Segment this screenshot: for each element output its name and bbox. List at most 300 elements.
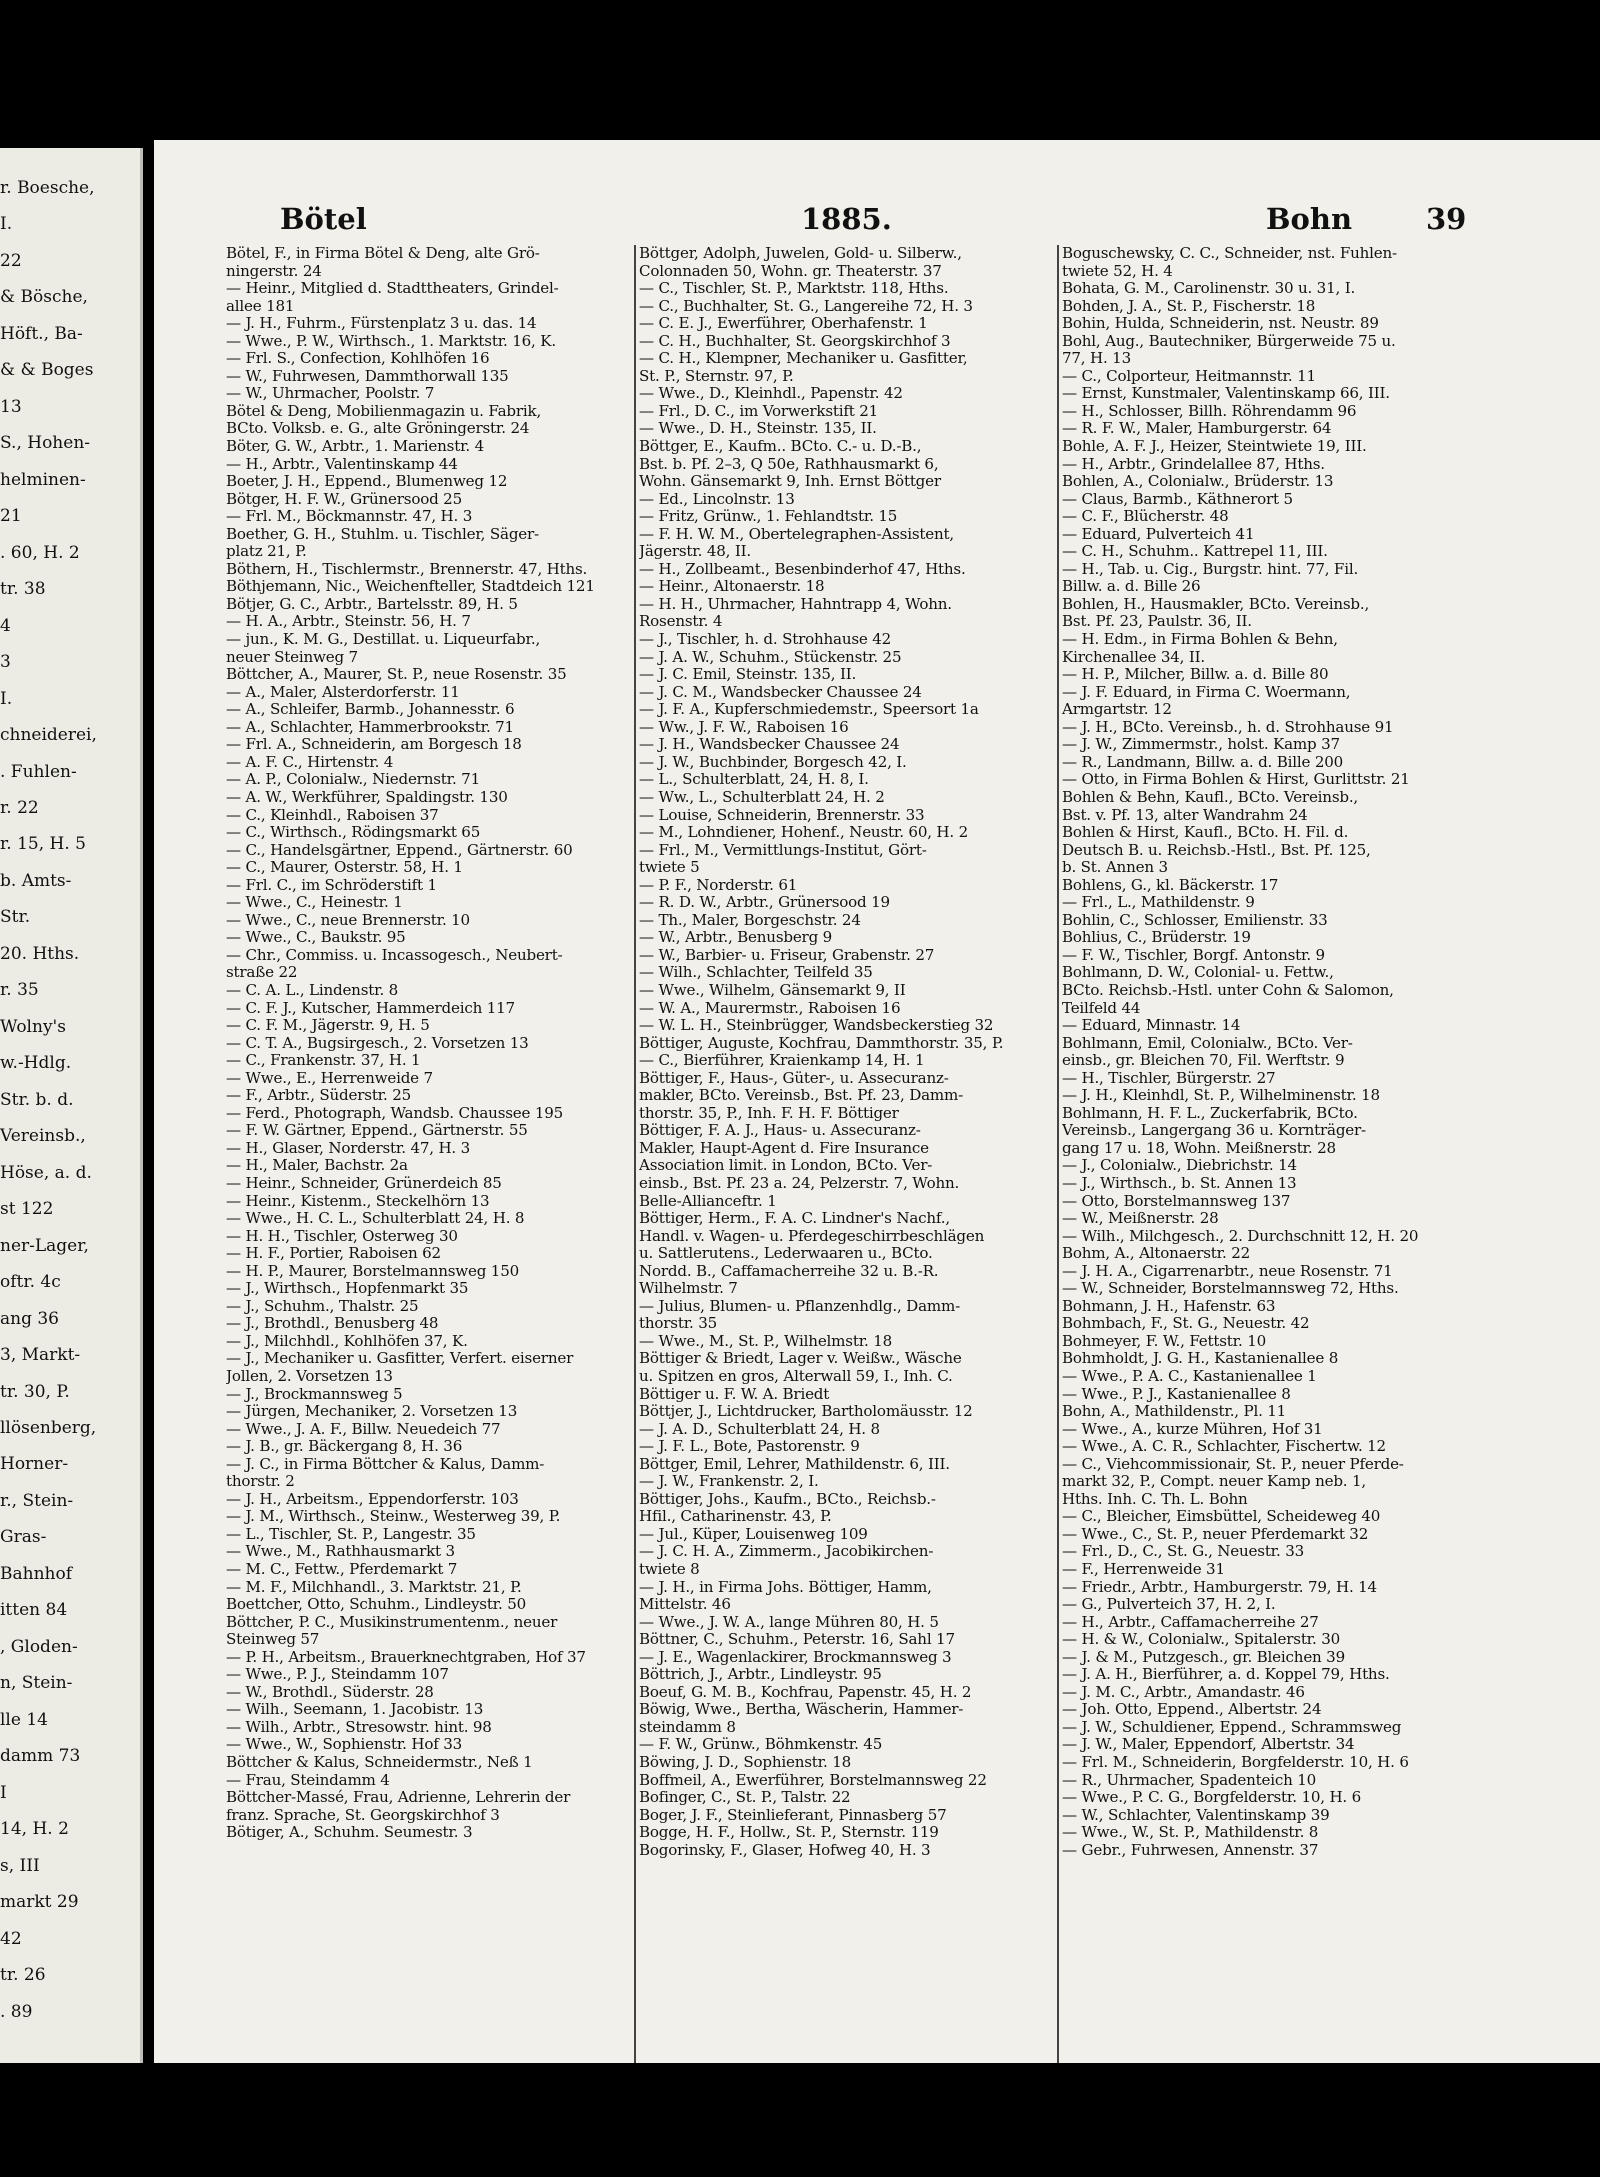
directory-entry: — Heinr., Schneider, Grünerdeich 85	[226, 1174, 502, 1192]
directory-entry: — Gebr., Fuhrwesen, Annenstr. 37	[1062, 1841, 1319, 1859]
directory-entry: — J. H., in Firma Johs. Böttiger, Hamm,	[639, 1578, 932, 1596]
directory-entry: — J., Wirthsch., Hopfenmarkt 35	[226, 1280, 469, 1298]
left-page-text-fragment: markt 29	[0, 1892, 79, 1913]
directory-entry: Steinweg 57	[226, 1631, 320, 1649]
directory-entry: — J. W., Maler, Eppendorf, Albertstr. 34	[1062, 1736, 1355, 1754]
directory-entry: b. St. Annen 3	[1062, 859, 1168, 877]
directory-entry: — J. B., gr. Bäckergang 8, H. 36	[226, 1438, 463, 1456]
directory-entry: Boger, J. F., Steinlieferant, Pinnasberg 57	[639, 1806, 947, 1824]
directory-entry: — Wwe., D., Kleinhdl., Papenstr. 42	[639, 385, 903, 403]
directory-entry: — H. P., Maurer, Borstelmannsweg 150	[226, 1262, 520, 1280]
directory-entry: — J. H., BCto. Vereinsb., h. d. Strohhause 91	[1062, 718, 1394, 736]
directory-entry: Bohmholdt, J. G. H., Kastanienallee 8	[1062, 1350, 1339, 1368]
directory-entry: — A. P., Colonialw., Niedernstr. 71	[226, 771, 480, 789]
directory-entry: — H., Glaser, Norderstr. 47, H. 3	[226, 1139, 471, 1157]
directory-entry: thorstr. 35, P., Inh. F. H. F. Böttiger	[639, 1104, 899, 1122]
directory-entry: — Wwe., D. H., Steinstr. 135, II.	[639, 420, 877, 438]
directory-entry: — J. F. A., Kupferschmiedemstr., Speersort 1a	[639, 701, 979, 719]
directory-entry: — J. & M., Putzgesch., gr. Bleichen 39	[1062, 1648, 1345, 1666]
directory-entry: — C. E. J., Ewerführer, Oberhafenstr. 1	[639, 315, 928, 333]
directory-entry: Böthern, H., Tischlermstr., Brennerstr. 47, Hths.	[226, 560, 588, 578]
left-page-text-fragment: s, III	[0, 1855, 40, 1876]
left-page-text-fragment: chneiderei,	[0, 725, 97, 746]
directory-entry: Böttiger u. F. W. A. Briedt	[639, 1385, 830, 1403]
directory-entry: — Jul., Küper, Louisenweg 109	[639, 1525, 868, 1543]
directory-entry: — F. W. Gärtner, Eppend., Gärtnerstr. 55	[226, 1122, 528, 1140]
directory-entry: — Frl., D., C., St. G., Neuestr. 33	[1062, 1543, 1305, 1561]
directory-entry: — Frl. M., Schneiderin, Borgfelderstr. 10, H. 6	[1062, 1754, 1409, 1772]
directory-entry: — W., Uhrmacher, Poolstr. 7	[226, 385, 435, 403]
directory-entry: Boettcher, Otto, Schuhm., Lindleystr. 50	[226, 1596, 527, 1614]
directory-entry: Bst. Pf. 23, Paulstr. 36, II.	[1062, 613, 1252, 631]
left-page-text-fragment: r. 35	[0, 980, 39, 1001]
directory-entry: gang 17 u. 18, Wohn. Meißnerstr. 28	[1062, 1139, 1336, 1157]
directory-entry: Boguschewsky, C. C., Schneider, nst. Fuhlen-	[1062, 245, 1397, 262]
directory-entry: twiete 8	[639, 1561, 700, 1579]
left-page-text-fragment: st 122	[0, 1199, 54, 1220]
left-page-text-fragment: . Fuhlen-	[0, 761, 77, 782]
left-page-text-fragment: & & Boges	[0, 360, 94, 381]
directory-entry: — J. A. W., Schuhm., Stückenstr. 25	[639, 648, 902, 666]
directory-entry: Makler, Haupt-Agent d. Fire Insurance	[639, 1139, 929, 1157]
directory-entry: — Fritz, Grünw., 1. Fehlandtstr. 15	[639, 508, 898, 526]
directory-entry: Bohlin, C., Schlosser, Emilienstr. 33	[1062, 911, 1328, 929]
directory-entry: — Wwe., M., St. P., Wilhelmstr. 18	[639, 1332, 893, 1350]
directory-entry: straße 22	[226, 964, 298, 982]
directory-entry: — P. H., Arbeitsm., Brauerknechtgraben, Hof 37	[226, 1648, 586, 1666]
directory-entry: Böttger, Emil, Lehrer, Mathildenstr. 6, III.	[639, 1455, 950, 1473]
directory-entry: — Wilh., Arbtr., Stresowstr. hint. 98	[226, 1718, 492, 1736]
directory-entry: St. P., Sternstr. 97, P.	[639, 367, 794, 385]
directory-entry: — W., Meißnerstr. 28	[1062, 1210, 1219, 1228]
directory-entry: — C. H., Klempner, Mechaniker u. Gasfitter,	[639, 350, 968, 368]
directory-entry: Böthjemann, Nic., Weichenfteller, Stadtdeich 121	[226, 578, 595, 596]
directory-entry: — L., Tischler, St. P., Langestr. 35	[226, 1525, 476, 1543]
directory-entry: Colonnaden 50, Wohn. gr. Theaterstr. 37	[639, 262, 942, 280]
left-page-text-fragment: tr. 30, P.	[0, 1381, 70, 1402]
directory-entry: Handl. v. Wagen- u. Pferdegeschirrbeschlägen	[639, 1227, 985, 1245]
left-page-text-fragment: tr. 38	[0, 579, 46, 600]
directory-entry: Bötjer, G. C., Arbtr., Bartelsstr. 89, H. 5	[226, 595, 518, 613]
directory-entry: — Wwe., C., St. P., neuer Pferdemarkt 32	[1062, 1525, 1369, 1543]
directory-entry: Hths. Inh. C. Th. L. Bohn	[1062, 1490, 1248, 1508]
directory-entry: steindamm 8	[639, 1718, 736, 1736]
directory-entry: — Frl. M., Böckmannstr. 47, H. 3	[226, 508, 473, 526]
directory-entry: — J. H., Arbeitsm., Eppendorferstr. 103	[226, 1490, 519, 1508]
directory-entry: — Wilh., Milchgesch., 2. Durchschnitt 12, H. 20	[1062, 1227, 1419, 1245]
directory-entry: — Wilh., Schlachter, Teilfeld 35	[639, 964, 873, 982]
directory-entry: — Ww., L., Schulterblatt 24, H. 2	[639, 788, 885, 806]
directory-entry: — Wwe., P. J., Kastanienallee 8	[1062, 1385, 1291, 1403]
directory-entry: einsb., gr. Bleichen 70, Fil. Werftstr. 9	[1062, 1052, 1345, 1070]
directory-entry: — R. F. W., Maler, Hamburgerstr. 64	[1062, 420, 1332, 438]
directory-entry: — J. M., Wirthsch., Steinw., Westerweg 39, P.	[226, 1508, 561, 1526]
directory-entry: — Claus, Barmb., Käthnerort 5	[1062, 490, 1293, 508]
directory-entry: Böttiger, Johs., Kaufm., BCto., Reichsb.-	[639, 1490, 936, 1508]
directory-entry: franz. Sprache, St. Georgskirchhof 3	[226, 1806, 500, 1824]
directory-entry: — Frl., L., Mathildenstr. 9	[1062, 894, 1255, 912]
directory-entry: thorstr. 35	[639, 1315, 718, 1333]
directory-entry: Bohlens, G., kl. Bäckerstr. 17	[1062, 876, 1279, 894]
directory-entry: 77, H. 13	[1062, 350, 1131, 368]
directory-entry: — J. W., Zimmermstr., holst. Kamp 37	[1062, 736, 1340, 754]
directory-entry: Böttcher, P. C., Musikinstrumentenm., neuer	[226, 1613, 558, 1631]
directory-entry: — R. D. W., Arbtr., Grünersood 19	[639, 894, 890, 912]
left-page-text-fragment: I	[0, 1782, 7, 1803]
directory-entry: — Frl. S., Confection, Kohlhöfen 16	[226, 350, 490, 368]
directory-entry: — Heinr., Altonaerstr. 18	[639, 578, 825, 596]
directory-entry: Kirchenallee 34, II.	[1062, 648, 1205, 666]
directory-entry: — A. F. C., Hirtenstr. 4	[226, 753, 394, 771]
left-page-text-fragment: b. Amts-	[0, 870, 72, 891]
directory-entry: — C., Handelsgärtner, Eppend., Gärtnerstr. 60	[226, 841, 573, 859]
directory-entry: — Julius, Blumen- u. Pflanzenhdlg., Damm-	[639, 1297, 960, 1315]
directory-entry: u. Spitzen en gros, Alterwall 59, I., Inh. C.	[639, 1368, 953, 1385]
directory-entry: — Wilh., Seemann, 1. Jacobistr. 13	[226, 1701, 484, 1719]
directory-entry: — Ferd., Photograph, Wandsb. Chaussee 195	[226, 1104, 564, 1122]
directory-entry: — W., Schneider, Borstelmannsweg 72, Hths.	[1062, 1280, 1399, 1298]
directory-entry: — J., Colonialw., Diebrichstr. 14	[1062, 1157, 1297, 1175]
directory-entry: — J. H. A., Cigarrenarbtr., neue Rosenstr. 71	[1062, 1262, 1393, 1280]
directory-entry: — Wwe., C., neue Brennerstr. 10	[226, 911, 470, 929]
left-page-text-fragment: . 89	[0, 2001, 33, 2022]
left-page-text-fragment: n, Stein-	[0, 1673, 73, 1694]
header-year: 1885.	[801, 202, 892, 236]
directory-entry: — H., Arbtr., Caffamacherreihe 27	[1062, 1613, 1319, 1631]
directory-entry: Bst. v. Pf. 13, alter Wandrahm 24	[1062, 806, 1308, 824]
page-number: 39	[1426, 202, 1467, 236]
directory-entry: — F. W., Tischler, Borgf. Antonstr. 9	[1062, 946, 1325, 964]
directory-entry: — Jürgen, Mechaniker, 2. Vorsetzen 13	[226, 1403, 518, 1421]
directory-entry: — M., Lohndiener, Hohenf., Neustr. 60, H. 2	[639, 824, 968, 842]
directory-entry: — R., Landmann, Billw. a. d. Bille 200	[1062, 753, 1344, 771]
directory-entry: — C., Wirthsch., Rödingsmarkt 65	[226, 824, 481, 842]
directory-entry: — jun., K. M. G., Destillat. u. Liqueurfabr.,	[226, 631, 541, 649]
directory-entry: — C. F., Blücherstr. 48	[1062, 508, 1229, 526]
directory-entry: Bohlmann, Emil, Colonialw., BCto. Ver-	[1062, 1034, 1353, 1052]
directory-entry: — J. C., in Firma Böttcher & Kalus, Damm-	[226, 1455, 545, 1473]
directory-entry: twiete 5	[639, 859, 700, 877]
directory-entry: — Frl. C., im Schröderstift 1	[226, 876, 437, 894]
directory-entry: — Ed., Lincolnstr. 13	[639, 490, 795, 508]
left-page-text-fragment: 42	[0, 1928, 22, 1949]
left-page-text-fragment: itten 84	[0, 1600, 68, 1621]
directory-entry: Boffmeil, A., Ewerführer, Borstelmannsweg 22	[639, 1771, 987, 1789]
directory-entry: Böttiger, F., Haus-, Güter-, u. Assecuranz-	[639, 1069, 949, 1087]
directory-entry: neuer Steinweg 7	[226, 648, 358, 666]
left-page-text-fragment: w.-Hdlg.	[0, 1053, 72, 1074]
directory-entry: Böttner, C., Schuhm., Peterstr. 16, Sahl 17	[639, 1631, 955, 1649]
directory-entry: — A., Schleifer, Barmb., Johannesstr. 6	[226, 701, 515, 719]
directory-entry: twiete 52, H. 4	[1062, 262, 1173, 280]
directory-entry: — J., Milchhdl., Kohlhöfen 37, K.	[226, 1332, 468, 1350]
left-page-text-fragment: . 60, H. 2	[0, 542, 80, 563]
directory-entry: Bogorinsky, F., Glaser, Hofweg 40, H. 3	[639, 1841, 931, 1859]
column-1	[226, 245, 670, 2075]
directory-entry: Böttcher, A., Maurer, St. P., neue Rosenstr. 35	[226, 666, 567, 684]
left-page-text-fragment: Bahnhof	[0, 1563, 73, 1584]
directory-entry: — Eduard, Pulverteich 41	[1062, 525, 1255, 543]
left-page-text-fragment: ner-Lager,	[0, 1235, 89, 1256]
directory-entry: — C., Buchhalter, St. G., Langereihe 72, H. 3	[639, 297, 973, 315]
directory-entry: Association limit. in London, BCto. Ver-	[639, 1157, 933, 1175]
directory-entry: — J. H., Kleinhdl, St. P., Wilhelminenstr. 18	[1062, 1087, 1380, 1105]
directory-entry: — W., Fuhrwesen, Dammthorwall 135	[226, 367, 509, 385]
directory-entry: — J., Mechaniker u. Gasfitter, Verfert. eiserner	[226, 1350, 574, 1368]
directory-entry: — A., Maler, Alsterdorferstr. 11	[226, 683, 460, 701]
directory-entry: Bötger, H. F. W., Grünersood 25	[226, 490, 462, 508]
directory-entry: Nordd. B., Caffamacherreihe 32 u. B.-R.	[639, 1262, 939, 1280]
directory-entry: — J. H., Fuhrm., Fürstenplatz 3 u. das. 14	[226, 315, 537, 333]
directory-entry: — J. A. H., Bierführer, a. d. Koppel 79, Hths.	[1062, 1666, 1390, 1684]
directory-entry: — Wwe., C., Heinestr. 1	[226, 894, 403, 912]
directory-entry: Böttcher-Massé, Frau, Adrienne, Lehrerin der	[226, 1789, 571, 1807]
left-page-text-fragment: Höse, a. d.	[0, 1162, 92, 1183]
directory-entry: — J. W., Frankenstr. 2, I.	[639, 1473, 819, 1491]
directory-entry: — J., Tischler, h. d. Strohhause 42	[639, 631, 892, 649]
left-page-text-fragment: Vereinsb.,	[0, 1126, 86, 1147]
directory-entry: BCto. Reichsb.-Hstl. unter Cohn & Salomon,	[1062, 981, 1394, 999]
directory-entry: Belle-Allianceftr. 1	[639, 1192, 777, 1210]
directory-entry: — C. T. A., Bugsirgesch., 2. Vorsetzen 13	[226, 1034, 529, 1052]
directory-entry: Wohn. Gänsemarkt 9, Inh. Ernst Böttger	[639, 473, 941, 491]
directory-entry: Boeuf, G. M. B., Kochfrau, Papenstr. 45, H. 2	[639, 1683, 972, 1701]
directory-entry: Böttger, E., Kaufm.. BCto. C.- u. D.-B.,	[639, 438, 922, 456]
directory-entry: — Chr., Commiss. u. Incassogesch., Neubert-	[226, 946, 563, 964]
directory-entry: — F., Herrenweide 31	[1062, 1561, 1225, 1579]
left-page-text-fragment: 14, H. 2	[0, 1819, 69, 1840]
left-page-text-fragment: Str. b. d.	[0, 1089, 74, 1110]
directory-entry: Bohlmann, H. F. L., Zuckerfabrik, BCto.	[1062, 1104, 1358, 1122]
column-2	[634, 245, 1093, 2075]
directory-entry: — M. F., Milchhandl., 3. Marktstr. 21, P.	[226, 1578, 522, 1596]
left-page-text-fragment: 3, Markt-	[0, 1345, 81, 1366]
directory-entry: — H., Tischler, Bürgerstr. 27	[1062, 1069, 1276, 1087]
directory-entry: — C., Tischler, St. P., Marktstr. 118, Hths.	[639, 280, 949, 298]
directory-entry: — J. A. D., Schulterblatt 24, H. 8	[639, 1420, 880, 1438]
directory-entry: — C., Bierführer, Kraienkamp 14, H. 1	[639, 1052, 925, 1070]
left-page-text-fragment: , Gloden-	[0, 1636, 78, 1657]
left-page-text-fragment: S., Hohen-	[0, 433, 91, 454]
directory-entry: Bofinger, C., St. P., Talstr. 22	[639, 1789, 851, 1807]
header-first-name: Bötel	[280, 202, 367, 236]
directory-entry: — Wwe., A. C. R., Schlachter, Fischertw. 12	[1062, 1438, 1386, 1456]
directory-entry: — W. L. H., Steinbrügger, Wandsbeckerstieg 32	[639, 1017, 994, 1035]
directory-entry: — J. W., Schuldiener, Eppend., Schrammsweg	[1062, 1718, 1402, 1736]
directory-entry: Böttcher & Kalus, Schneidermstr., Neß 1	[226, 1754, 533, 1772]
left-page-text-fragment: 21	[0, 506, 22, 527]
directory-entry: thorstr. 2	[226, 1473, 295, 1491]
directory-entry: — J., Brothdl., Benusberg 48	[226, 1315, 439, 1333]
directory-entry: Deutsch B. u. Reichsb.-Hstl., Bst. Pf. 125,	[1062, 841, 1371, 859]
directory-entry: — F. H. W. M., Obertelegraphen-Assistent,	[639, 525, 954, 543]
directory-entry: — H. Edm., in Firma Bohlen & Behn,	[1062, 631, 1338, 649]
directory-entry: — Wwe., A., kurze Mühren, Hof 31	[1062, 1420, 1323, 1438]
left-page-text-fragment: 13	[0, 396, 22, 417]
left-page-text-fragment: Gras-	[0, 1527, 47, 1548]
directory-entry: — H. F., Portier, Raboisen 62	[226, 1245, 441, 1263]
left-page-text-fragment: I.	[0, 688, 13, 709]
directory-entry: Hfil., Catharinenstr. 43, P.	[639, 1508, 832, 1526]
left-page-text-fragment: damm 73	[0, 1746, 81, 1767]
left-page-text-fragment: 4	[0, 615, 11, 636]
directory-entry: — H., Zollbeamt., Besenbinderhof 47, Hths.	[639, 560, 966, 578]
directory-entry: — C. H., Schuhm.. Kattrepel 11, III.	[1062, 543, 1328, 561]
left-page-text-fragment: llösenberg,	[0, 1418, 97, 1438]
directory-entry: — C., Viehcommissionair, St. P., neuer Pferde-	[1062, 1455, 1404, 1473]
directory-entry: — F., Arbtr., Süderstr. 25	[226, 1087, 412, 1105]
directory-entry: Böwig, Wwe., Bertha, Wäscherin, Hammer-	[639, 1701, 964, 1719]
directory-entry: Böter, G. W., Arbtr., 1. Marienstr. 4	[226, 438, 485, 456]
directory-entry: makler, BCto. Vereinsb., Bst. Pf. 23, Damm-	[639, 1087, 964, 1105]
directory-entry: — J. C. H. A., Zimmerm., Jacobikirchen-	[639, 1543, 934, 1561]
left-page-text-fragment: 20. Hths.	[0, 943, 80, 964]
directory-entry: — H. & W., Colonialw., Spitalerstr. 30	[1062, 1631, 1341, 1649]
directory-entry: — R., Uhrmacher, Spadenteich 10	[1062, 1771, 1316, 1789]
directory-entry: Bohlen, H., Hausmakler, BCto. Vereinsb.,	[1062, 595, 1370, 613]
directory-entry: — Louise, Schneiderin, Brennerstr. 33	[639, 806, 925, 824]
directory-entry: Vereinsb., Langergang 36 u. Kornträger-	[1062, 1122, 1366, 1140]
directory-entry: Boeter, J. H., Eppend., Blumenweg 12	[226, 473, 508, 491]
directory-entry: — Joh. Otto, Eppend., Albertstr. 24	[1062, 1701, 1322, 1719]
scan-background	[0, 2063, 1600, 2177]
directory-entry: — Wwe., W., St. P., Mathildenstr. 8	[1062, 1824, 1319, 1842]
directory-entry: — Frl., D. C., im Vorwerkstift 21	[639, 402, 879, 420]
left-page-text-fragment: r., Stein-	[0, 1490, 74, 1511]
directory-entry: — C. F. M., Jägerstr. 9, H. 5	[226, 1017, 430, 1035]
directory-entry: Bohle, A. F. J., Heizer, Steintwiete 19, III.	[1062, 438, 1367, 456]
directory-entry: — Frl. A., Schneiderin, am Borgesch 18	[226, 736, 522, 754]
directory-entry: Böwing, J. D., Sophienstr. 18	[639, 1754, 851, 1772]
directory-entry: — J. W., Buchbinder, Borgesch 42, I.	[639, 753, 907, 771]
directory-entry: — Wwe., M., Rathhausmarkt 3	[226, 1543, 455, 1561]
column-3	[1057, 245, 1514, 2075]
directory-entry: — H., Arbtr., Grindelallee 87, Hths.	[1062, 455, 1325, 473]
running-header	[154, 202, 1600, 242]
left-page-text-fragment: r. Boesche,	[0, 178, 95, 198]
directory-entry: — W., Schlachter, Valentinskamp 39	[1062, 1806, 1330, 1824]
directory-entry: — C. F. J., Kutscher, Hammerdeich 117	[226, 999, 515, 1017]
directory-entry: Mittelstr. 46	[639, 1596, 731, 1614]
directory-entry: — H., Arbtr., Valentinskamp 44	[226, 455, 458, 473]
directory-entry: — Wwe., W., Sophienstr. Hof 33	[226, 1736, 463, 1754]
directory-entry: — Frl., M., Vermittlungs-Institut, Gört-	[639, 841, 927, 859]
directory-entry: Bogge, H. F., Hollw., St. P., Sternstr. 119	[639, 1824, 939, 1842]
directory-entry: Böttiger, F. A. J., Haus- u. Assecuranz-	[639, 1122, 921, 1140]
directory-entry: — C., Bleicher, Eimsbüttel, Scheideweg 40	[1062, 1508, 1381, 1526]
directory-entry: — J. H., Wandsbecker Chaussee 24	[639, 736, 900, 754]
left-page-text-fragment: Horner-	[0, 1454, 69, 1475]
directory-entry: — W., Arbtr., Benusberg 9	[639, 929, 833, 947]
directory-entry: — J. F. Eduard, in Firma C. Woermann,	[1062, 683, 1351, 701]
directory-entry: — P. F., Norderstr. 61	[639, 876, 798, 894]
left-page-text-fragment: ang 36	[0, 1308, 60, 1329]
directory-entry: Bötel, F., in Firma Bötel & Deng, alte Grö-	[226, 245, 540, 262]
directory-entry: — Th., Maler, Borgeschstr. 24	[639, 911, 861, 929]
directory-entry: Böttrich, J., Arbtr., Lindleystr. 95	[639, 1666, 882, 1684]
left-page-text-fragment: lle 14	[0, 1709, 48, 1730]
directory-entry: Böttger, Adolph, Juwelen, Gold- u. Silberw.,	[639, 245, 962, 262]
directory-entry: — Ernst, Kunstmaler, Valentinskamp 66, III.	[1062, 385, 1390, 403]
directory-entry: Bohmbach, F., St. G., Neuestr. 42	[1062, 1315, 1310, 1333]
directory-entry: — Wwe., Wilhelm, Gänsemarkt 9, II	[639, 981, 906, 999]
directory-entry: Bohmeyer, F. W., Fettstr. 10	[1062, 1332, 1267, 1350]
directory-entry: — C., Frankenstr. 37, H. 1	[226, 1052, 421, 1070]
directory-entry: Bohata, G. M., Carolinenstr. 30 u. 31, I.	[1062, 280, 1356, 298]
directory-entry: Billw. a. d. Bille 26	[1062, 578, 1201, 596]
directory-entry: — C., Kleinhdl., Raboisen 37	[226, 806, 439, 824]
left-page-text-fragment: Höft., Ba-	[0, 323, 83, 344]
directory-entry: — C., Maurer, Osterstr. 58, H. 1	[226, 859, 463, 877]
header-last-name: Bohn	[1266, 202, 1353, 236]
directory-entry: platz 21, P.	[226, 543, 307, 561]
directory-entry: — Friedr., Arbtr., Hamburgerstr. 79, H. 14	[1062, 1578, 1377, 1596]
directory-entry: — Wwe., P. C. G., Borgfelderstr. 10, H. 6	[1062, 1789, 1362, 1807]
directory-entry: Böttjer, J., Lichtdrucker, Bartholomäusstr. 12	[639, 1403, 973, 1421]
directory-entry: — Eduard, Minnastr. 14	[1062, 1017, 1241, 1035]
directory-entry: Bohin, Hulda, Schneiderin, nst. Neustr. 89	[1062, 315, 1379, 333]
directory-entry: — Ww., J. F. W., Raboisen 16	[639, 718, 849, 736]
directory-entry: — Frau, Steindamm 4	[226, 1771, 390, 1789]
directory-entry: — W. A., Maurermstr., Raboisen 16	[639, 999, 901, 1017]
directory-entry: Bohmann, J. H., Hafenstr. 63	[1062, 1297, 1276, 1315]
directory-page	[154, 140, 1600, 2077]
directory-entry: Bohlen & Hirst, Kaufl., BCto. H. Fil. d.	[1062, 824, 1349, 842]
directory-entry: — J. F. L., Bote, Pastorenstr. 9	[639, 1438, 860, 1456]
directory-entry: — H. A., Arbtr., Steinstr. 56, H. 7	[226, 613, 471, 631]
directory-entry: Böttiger & Briedt, Lager v. Weißw., Wäsche	[639, 1350, 962, 1368]
directory-entry: — J., Schuhm., Thalstr. 25	[226, 1297, 419, 1315]
directory-entry: — M. C., Fettw., Pferdemarkt 7	[226, 1561, 458, 1579]
left-page-fragment	[0, 148, 143, 2063]
directory-entry: Bohl, Aug., Bautechniker, Bürgerweide 75 u.	[1062, 332, 1396, 350]
left-page-text-fragment: & Bösche,	[0, 287, 88, 308]
directory-entry: Böttiger, Herm., F. A. C. Lindner's Nachf.,	[639, 1210, 950, 1228]
directory-entry: — J. E., Wagenlackirer, Brockmannsweg 3	[639, 1648, 952, 1666]
directory-entry: — H., Maler, Bachstr. 2a	[226, 1157, 408, 1175]
directory-entry: Bohlen, A., Colonialw., Brüderstr. 13	[1062, 473, 1334, 491]
directory-entry: Bohlen & Behn, Kaufl., BCto. Vereinsb.,	[1062, 788, 1359, 806]
directory-entry: Bohden, J. A., St. P., Fischerstr. 18	[1062, 297, 1316, 315]
left-page-text-fragment: oftr. 4c	[0, 1272, 61, 1293]
directory-entry: — C. A. L., Lindenstr. 8	[226, 981, 399, 999]
directory-entry: — C., Colporteur, Heitmannstr. 11	[1062, 367, 1316, 385]
directory-entry: Bst. b. Pf. 2–3, Q 50e, Rathhausmarkt 6,	[639, 455, 939, 473]
directory-entry: BCto. Volksb. e. G., alte Gröningerstr. 24	[226, 420, 530, 438]
directory-entry: — A., Schlachter, Hammerbrookstr. 71	[226, 718, 514, 736]
directory-entry: markt 32, P., Compt. neuer Kamp neb. 1,	[1062, 1473, 1366, 1491]
directory-entry: einsb., Bst. Pf. 23 a. 24, Pelzerstr. 7, Wohn.	[639, 1174, 960, 1192]
directory-entry: allee 181	[226, 297, 295, 315]
directory-entry: — Heinr., Kistenm., Steckelhörn 13	[226, 1192, 490, 1210]
directory-entry: Bohlius, C., Brüderstr. 19	[1062, 929, 1251, 947]
directory-entry: — G., Pulverteich 37, H. 2, I.	[1062, 1596, 1276, 1614]
directory-entry: Armgartstr. 12	[1062, 701, 1172, 719]
directory-entry: — Wwe., J. A. F., Billw. Neuedeich 77	[226, 1420, 501, 1438]
directory-entry: ningerstr. 24	[226, 262, 322, 280]
directory-entry: Bohm, A., Altonaerstr. 22	[1062, 1245, 1251, 1263]
directory-entry: — Wwe., C., Baukstr. 95	[226, 929, 406, 947]
left-page-text-fragment: tr. 26	[0, 1965, 46, 1986]
directory-entry: — Wwe., P. W., Wirthsch., 1. Marktstr. 16, K.	[226, 332, 556, 350]
left-page-text-fragment: helminen-	[0, 469, 86, 490]
directory-entry: Rosenstr. 4	[639, 613, 723, 631]
directory-entry: Teilfeld 44	[1062, 999, 1141, 1017]
directory-entry: Bötiger, A., Schuhm. Seumestr. 3	[226, 1824, 473, 1842]
directory-entry: Wilhelmstr. 7	[639, 1280, 738, 1298]
directory-entry: — Wwe., P. A. C., Kastanienallee 1	[1062, 1368, 1317, 1385]
directory-entry: — H., Schlosser, Billh. Röhrendamm 96	[1062, 402, 1357, 420]
